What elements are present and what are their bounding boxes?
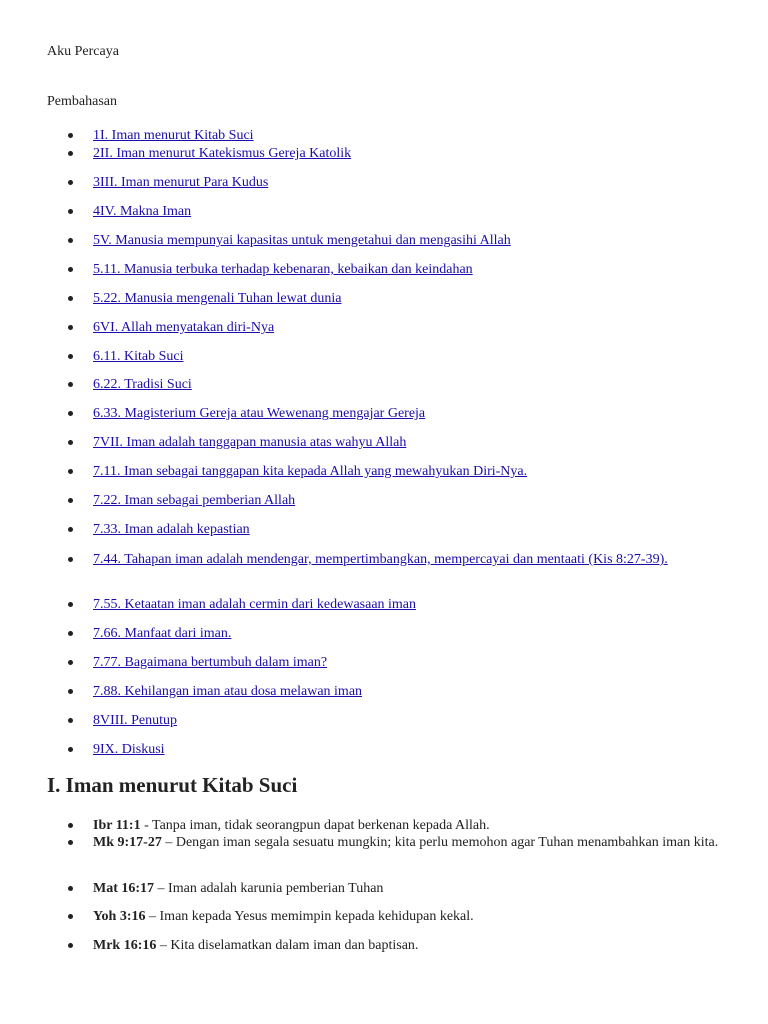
- toc-link[interactable]: 7.33. Iman adalah kepastian: [93, 522, 250, 537]
- verse-item: [93, 817, 723, 834]
- toc-item: [93, 434, 713, 451]
- verse-text: – Iman adalah karunia pemberian Tuhan: [154, 881, 384, 896]
- toc-link[interactable]: 5.11. Manusia terbuka terhadap kebenaran, kebaikan dan keindahan: [93, 262, 473, 277]
- toc-item: [93, 683, 713, 700]
- toc-link[interactable]: 7.11. Iman sebagai tanggapan kita kepada Allah yang mewahyukan Diri-Nya.: [93, 464, 528, 479]
- section-heading: I. Iman menurut Kitab Suci: [47, 773, 298, 797]
- verse-text: - Tanpa iman, tidak seorangpun dapat berkenan kepada Allah.: [140, 818, 490, 833]
- toc-link[interactable]: 7.22. Iman sebagai pemberian Allah: [93, 493, 296, 508]
- toc-link[interactable]: 5V. Manusia mempunyai kapasitas untuk mengetahui dan mengasihi Allah: [93, 233, 511, 248]
- toc-link[interactable]: 7.88. Kehilangan iman atau dosa melawan iman: [93, 684, 363, 699]
- verse-reference: Ibr 11:1: [93, 818, 141, 833]
- toc-item: [93, 596, 713, 613]
- verse-reference: Mat 16:17: [93, 881, 155, 896]
- toc-link[interactable]: 7.44. Tahapan iman adalah mendengar, mempertimbangkan, mempercayai dan mentaati (Kis 8:27-39).: [93, 552, 668, 567]
- toc-link[interactable]: 3III. Iman menurut Para Kudus: [93, 175, 269, 190]
- toc-item: [93, 348, 713, 365]
- toc-link[interactable]: 7VII. Iman adalah tanggapan manusia atas wahyu Allah: [93, 435, 407, 450]
- toc-link[interactable]: 9IX. Diskusi: [93, 742, 165, 757]
- toc-item: [93, 625, 713, 642]
- toc-item: [93, 741, 713, 758]
- toc-link[interactable]: 7.66. Manfaat dari iman.: [93, 626, 232, 641]
- toc-item: [93, 463, 713, 480]
- toc-item: [93, 290, 713, 307]
- toc-link[interactable]: 6.22. Tradisi Suci: [93, 377, 192, 392]
- verse-reference: Mk 9:17-27: [93, 835, 162, 850]
- verse-item: [93, 834, 723, 851]
- toc-link[interactable]: 6.11. Kitab Suci: [93, 349, 184, 364]
- toc-link[interactable]: 6.33. Magisterium Gereja atau Wewenang mengajar Gereja: [93, 406, 426, 421]
- toc-link[interactable]: 8VIII. Penutup: [93, 713, 177, 728]
- toc-link[interactable]: 7.77. Bagaimana bertumbuh dalam iman?: [93, 655, 328, 670]
- toc-link[interactable]: 1I. Iman menurut Kitab Suci: [93, 128, 254, 143]
- verse-reference: Mrk 16:16: [93, 938, 157, 953]
- verse-item: [93, 908, 723, 925]
- toc-item: [93, 712, 713, 729]
- toc-item: [93, 551, 713, 568]
- toc-item: [93, 521, 713, 538]
- toc-item: [93, 261, 713, 278]
- verse-item: [93, 880, 723, 897]
- toc-item: [93, 405, 713, 422]
- verse-item: [93, 937, 723, 954]
- toc-item: [93, 319, 713, 336]
- verse-reference: Yoh 3:16: [93, 909, 146, 924]
- toc-item: [93, 492, 713, 509]
- document-title: Aku Percaya: [47, 44, 119, 59]
- toc-item: [93, 127, 713, 144]
- toc-link[interactable]: 4IV. Makna Iman: [93, 204, 192, 219]
- toc-link[interactable]: 2II. Iman menurut Katekismus Gereja Katolik: [93, 146, 352, 161]
- toc-item: [93, 203, 713, 220]
- toc-link[interactable]: 5.22. Manusia mengenali Tuhan lewat dunia: [93, 291, 342, 306]
- toc-link[interactable]: 6VI. Allah menyatakan diri-Nya: [93, 320, 275, 335]
- toc-item: [93, 654, 713, 671]
- toc-item: [93, 145, 713, 162]
- toc-item: [93, 174, 713, 191]
- toc-heading: Pembahasan: [47, 94, 117, 109]
- verse-text: – Kita diselamatkan dalam iman dan baptisan.: [156, 938, 419, 953]
- toc-link[interactable]: 7.55. Ketaatan iman adalah cermin dari kedewasaan iman: [93, 597, 417, 612]
- verse-text: – Iman kepada Yesus memimpin kepada kehidupan kekal.: [145, 909, 474, 924]
- toc-item: [93, 232, 713, 249]
- toc-item: [93, 376, 713, 393]
- verse-text: – Dengan iman segala sesuatu mungkin; kita perlu memohon agar Tuhan menambahkan iman kita.: [161, 835, 719, 850]
